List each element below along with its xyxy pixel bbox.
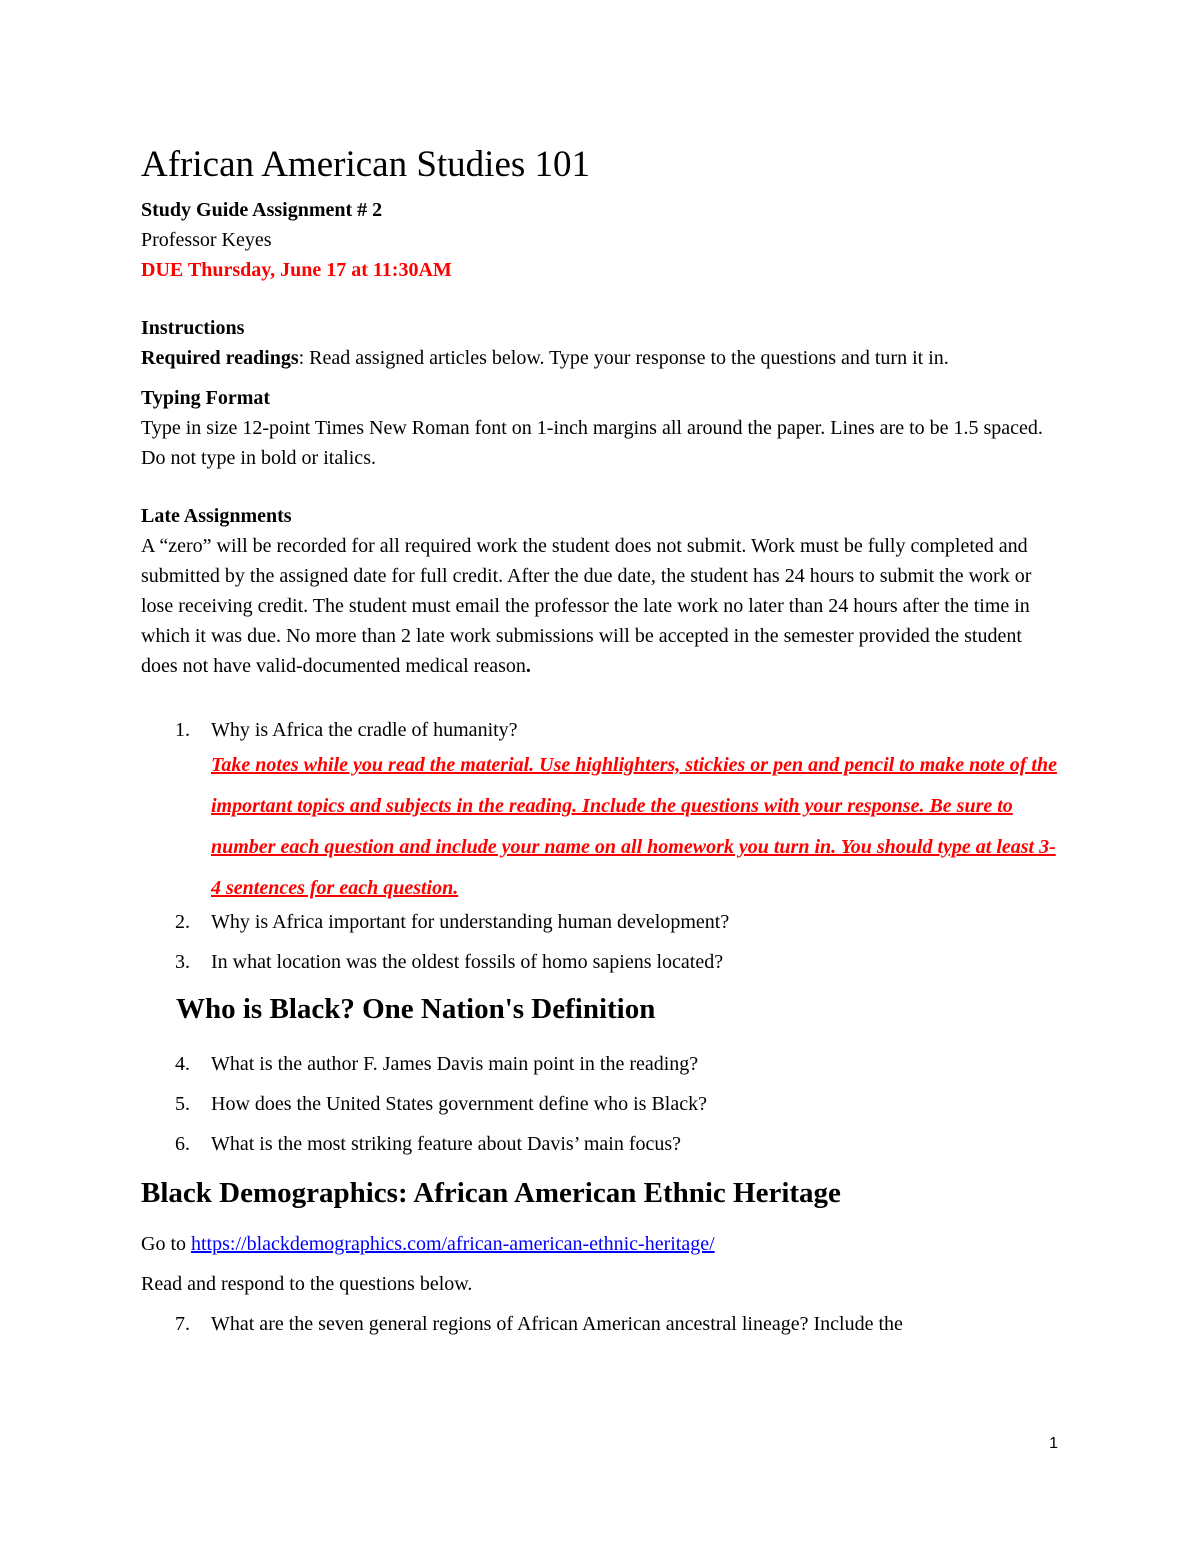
question-text: How does the United States government define who is Black? — [211, 1093, 707, 1115]
list-item — [141, 715, 1061, 745]
assignment-subtitle: Study Guide Assignment # 2 — [141, 199, 383, 221]
question-number: 5. — [175, 1093, 190, 1115]
question-list-3 — [141, 1309, 1061, 1339]
typing-format-heading: Typing Format — [141, 387, 271, 409]
instructions-text — [141, 343, 1061, 373]
question-list-2 — [141, 1049, 1061, 1159]
page-number: 1 — [1049, 1435, 1058, 1452]
due-date: DUE Thursday, June 17 at 11:30AM — [141, 259, 452, 281]
typing-format-text: Type in size 12-point Times New Roman font on 1-inch margins all around the paper. Lines are to be 1.5 spaced. Do not type in bold or italics. — [141, 417, 1043, 469]
section-heading-who-is-black: Who is Black? One Nation's Definition — [176, 993, 656, 1025]
question-list-1 — [141, 715, 1061, 745]
question-number: 3. — [175, 951, 190, 973]
list-item — [141, 1309, 1061, 1339]
late-assignments-heading: Late Assignments — [141, 505, 292, 527]
question-text: Why is Africa important for understanding human development? — [211, 911, 730, 933]
list-item — [141, 1049, 1061, 1079]
late-assignments-end: . — [525, 655, 531, 677]
section-heading-black-demographics: Black Demographics: African American Ethnic Heritage — [141, 1177, 841, 1209]
late-assignments-body: A “zero” will be recorded for all required work the student does not submit. Work must be fully completed and submitted by the assigned date for full credit. After the due date, the student has 24 hours to submit the work or lose receiving credit. The student must email the professor the late work no later than 24 hours after the time in which it was due. No more than 2 late work submissions will be accepted in the semester provided the student does not have valid-documented medical reason — [141, 535, 1032, 677]
required-readings-text: : Read assigned articles below. Type your response to the questions and turn it in. — [298, 347, 949, 369]
question-text: What is the author F. James Davis main point in the reading? — [211, 1053, 699, 1075]
question-text: What is the most striking feature about Davis’ main focus? — [211, 1133, 682, 1155]
required-readings-label: Required readings — [141, 347, 299, 369]
document-title: African American Studies 101 — [141, 144, 591, 185]
blackdemographics-link[interactable]: https://blackdemographics.com/african-american-ethnic-heritage/ — [191, 1233, 715, 1255]
question-text: In what location was the oldest fossils of homo sapiens located? — [211, 951, 724, 973]
instructions-heading: Instructions — [141, 317, 245, 339]
read-respond-text: Read and respond to the questions below. — [141, 1273, 473, 1295]
question-list-1b — [141, 907, 1061, 977]
list-item — [141, 1089, 1061, 1119]
list-item — [141, 1129, 1061, 1159]
list-item — [141, 947, 1061, 977]
note-instructions: Take notes while you read the material. Use highlighters, stickies or pen and pencil to make note of the important topics and subjects in the reading. Include the questions with your response. Be sure to number each question and include your name on all homework you turn in. You should type at least 3-4 sentences for each question. — [211, 754, 1057, 899]
question-text: Why is Africa the cradle of humanity? — [211, 719, 518, 741]
question-number: 2. — [175, 911, 190, 933]
list-item — [141, 907, 1061, 937]
question-number: 1. — [175, 719, 190, 741]
goto-line — [141, 1229, 1061, 1259]
professor-name: Professor Keyes — [141, 229, 272, 251]
document-body — [141, 135, 1061, 1339]
question-number: 7. — [175, 1313, 190, 1335]
question-number: 4. — [175, 1053, 190, 1075]
question-text: What are the seven general regions of African American ancestral lineage? Include the — [211, 1313, 903, 1335]
late-assignments-text — [141, 531, 1061, 681]
question-number: 6. — [175, 1133, 190, 1155]
goto-label: Go to — [141, 1233, 191, 1255]
